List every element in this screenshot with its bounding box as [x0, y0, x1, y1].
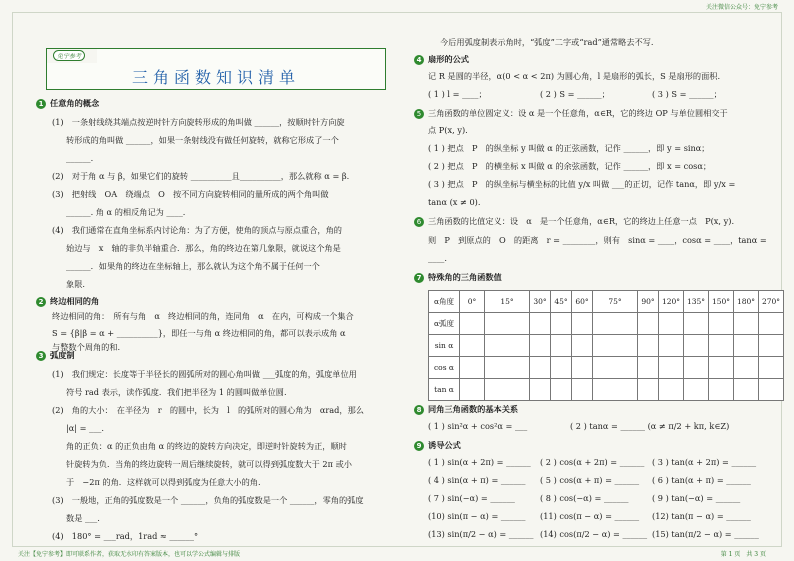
title-tag [47, 49, 97, 63]
section-title: 同角三角函数的基本关系 [428, 404, 519, 414]
text-line: 数是 ___. [66, 513, 100, 523]
text-line: (2) 角的大小： 在半径为 r 的圆中，长为 l 的弧所对的圆心角为 αrad，那么 [52, 405, 364, 415]
text-line: ( 1 ) sin²α + cos²α = ___ [428, 421, 528, 431]
section-5 [414, 108, 728, 119]
text-line: (3) 把射线 OA 绕端点 O 按不同方向旋转相同的量所成的两个角叫做 [52, 189, 329, 199]
text-line: (10) sin(π − α) = ______ [428, 511, 526, 521]
row-label: cos α [429, 357, 460, 379]
text-line: ( 1 ) l = ____； [428, 89, 487, 99]
text-line: (12) tan(π − α) = ______ [652, 511, 751, 521]
text-line: ( 2 ) cos(α + 2π) = ______ [540, 457, 645, 467]
text-line: 象限. [66, 279, 85, 289]
text-line: ( 8 ) cos(−α) = ______ [540, 493, 629, 503]
table-row [429, 357, 784, 379]
text-line: ( 6 ) tan(α + π) = ______ [652, 475, 751, 485]
text-line: 于 −2π 的角．这样就可以得到弧度为任意大小的角. [66, 477, 261, 487]
section-title: 三角函数的比值定义：设 α 是一个任意角，α∈R，它的终边上任意一点 P(x, y). [428, 216, 735, 226]
text-line: ( 3 ) S = ______； [652, 89, 722, 99]
table-header-cell: 0° [460, 291, 485, 313]
text-line: 符号 rad 表示，读作弧度．我们把半径为 1 的圆叫做单位圆. [66, 387, 287, 397]
section-4 [414, 54, 469, 65]
text-line: ______. 角 α 的相反角记为 ____. [66, 207, 186, 217]
text-line: ( 4 ) sin(α + π) = ______ [428, 475, 526, 485]
table-header-cell: 120° [659, 291, 684, 313]
text-line: ( 1 ) 把点 P 的纵坐标 y 叫做 α 的正弦函数，记作 ______，即 y = sinα； [428, 143, 710, 153]
table-header-cell: 30° [530, 291, 551, 313]
text-line: (15) tan(π/2 − α) = ______ [652, 529, 759, 539]
table-header-cell: 150° [709, 291, 734, 313]
text-line: (3) 一般地，正角的弧度数是一个 ______，负角的弧度数是一个 ______，零角的弧度 [52, 495, 364, 505]
table-header-cell: 15° [485, 291, 530, 313]
section-number: 2 [36, 297, 46, 307]
title-box [46, 48, 386, 90]
section-title: 扇形的公式 [428, 54, 469, 64]
text-line: 记 R 是圆的半径，α(0 < α < 2π) 为圆心角，l 是扇形的弧长，S 是扇形的面积. [428, 71, 721, 81]
table-header-cell: 90° [638, 291, 659, 313]
section-1 [36, 98, 99, 109]
text-line: (1) 我们规定：长度等于半径长的圆弧所对的圆心角叫做 ___弧度的角，弧度单位用 [52, 369, 357, 379]
text-line: ( 9 ) tan(−α) = ______ [652, 493, 741, 503]
text-line: 转形成的角叫做 ______，如果一条射线没有做任何旋转，就称它形成了一个 [66, 135, 339, 145]
table-header-cell: α角度 [429, 291, 460, 313]
section-8 [414, 404, 518, 415]
table-row [429, 335, 784, 357]
table-header-cell: 135° [684, 291, 709, 313]
text-line: (1) 一条射线绕其端点按逆时针方向旋转形成的角叫做 ______，按顺时针方向旋 [52, 117, 345, 127]
section-number: 1 [36, 99, 46, 109]
text-line: 始边与 x 轴的非负半轴重合．那么，角的终边在第几象限，就说这个角是 [66, 243, 341, 253]
table-header-cell: 270° [759, 291, 784, 313]
section-title: 特殊角的三角函数值 [428, 272, 502, 282]
section-number: 6 [414, 217, 424, 227]
section-9 [414, 440, 461, 451]
section-title: 终边相同的角 [50, 296, 100, 306]
page-title: 三角函数知识清单 [131, 68, 300, 87]
text-line: S = {β|β = α + __________}，即任一与角 α 终边相同的角，都可以表示成角 α [52, 328, 346, 338]
page-number: 第 1 页 共 3 页 [720, 551, 766, 558]
title-tag-label: 免宁参考 [53, 50, 85, 61]
header-note: 关注微信公众号：免宁参考 [705, 4, 778, 11]
text-line: ( 2 ) 把点 P 的横坐标 x 叫做 α 的余弦函数，记作 ______，即 x = cosα； [428, 161, 712, 171]
footer-note: 关注【免宁参考】即可联系作者，获取无水印有答案版本，也可以学公式编辑与排版 [18, 551, 241, 558]
text-line: ( 2 ) tanα = ______ (α ≠ π/2 + kπ, k∈Z) [570, 421, 730, 431]
text-line: 则 P 到原点的 O 的距离 r = ________，则有 sinα = ____，cosα = ____，tanα = [428, 235, 767, 245]
table-header-cell: 75° [593, 291, 638, 313]
text-line: (13) sin(π/2 − α) = ______ [428, 529, 534, 539]
text-line: (14) cos(π/2 − α) = ______ [540, 529, 648, 539]
text-line: ( 2 ) S = ______； [540, 89, 610, 99]
text-line: 角的正负：α 的正负由角 α 的终边的旋转方向决定，即逆时针旋转为正，顺时 [66, 441, 347, 451]
table-header-cell: 45° [551, 291, 572, 313]
section-7 [414, 272, 502, 283]
text-line: ____. [428, 253, 447, 263]
section-2 [36, 296, 99, 307]
text-line: ( 1 ) sin(α + 2π) = ______ [428, 457, 531, 467]
text-line: ( 3 ) 把点 P 的纵坐标与横坐标的比值 y/x 叫做 ___的正切，记作 tanα，即 y/x = [428, 179, 736, 189]
section-number: 3 [36, 351, 46, 361]
text-line: |α| = ___. [66, 423, 104, 433]
section-number: 5 [414, 109, 424, 119]
text-line: 终边相同的角： 所有与角 α 终边相同的角，连同角 α 在内，可构成一个集合 [52, 311, 354, 321]
section-6 [414, 216, 734, 227]
special-angle-table [428, 290, 784, 401]
section-number: 4 [414, 55, 424, 65]
section-title: 弧度制 [50, 350, 75, 360]
table-header-cell: 180° [734, 291, 759, 313]
section-3 [36, 350, 75, 361]
text-line: ______. [66, 153, 94, 163]
text-line: 针旋转为负．当角的终边旋转一周后继续旋转，就可以得到弧度数大于 2π 或小 [66, 459, 352, 469]
section-number: 9 [414, 441, 424, 451]
table-header-row [429, 291, 784, 313]
text-line: 与整数个周角的和. [52, 342, 121, 352]
section-title: 诱导公式 [428, 440, 461, 450]
row-label: tan α [429, 379, 460, 401]
text-line: ( 5 ) cos(α + π) = ______ [540, 475, 640, 485]
text-line: ( 7 ) sin(−α) = ______ [428, 493, 515, 503]
section-title: 三角函数的单位圆定义：设 α 是一个任意角，α∈R，它的终边 OP 与单位圆相交于 [428, 108, 728, 118]
text-line: (4) 180° = ___rad，1rad ≈ ______° [52, 531, 199, 541]
text-line: ______．如果角的终边在坐标轴上，那么就认为这个角不属于任何一个 [66, 261, 320, 271]
text-line: ( 3 ) tan(α + 2π) = ______ [652, 457, 757, 467]
text-line: (2) 对于角 α 与 β，如果它们的旋转 __________且__________，那么就称 α = β. [52, 171, 350, 181]
section-number: 8 [414, 405, 424, 415]
section-number: 7 [414, 273, 424, 283]
text-line: (11) cos(π − α) = ______ [540, 511, 640, 521]
table-row [429, 379, 784, 401]
row-label: sin α [429, 335, 460, 357]
text-line: (4) 我们通常在直角坐标系内讨论角：为了方便，使角的顶点与原点重合，角的 [52, 225, 342, 235]
text-line: tanα (x ≠ 0). [428, 197, 481, 207]
text-line: 点 P(x, y). [428, 125, 468, 135]
table-header-cell: 60° [572, 291, 593, 313]
table-row [429, 313, 784, 335]
section-title: 任意角的概念 [50, 98, 100, 108]
row-label: α弧度 [429, 313, 460, 335]
text-line: 今后用弧度制表示角时，“弧度”二字或“rad”通常略去不写. [440, 37, 654, 47]
